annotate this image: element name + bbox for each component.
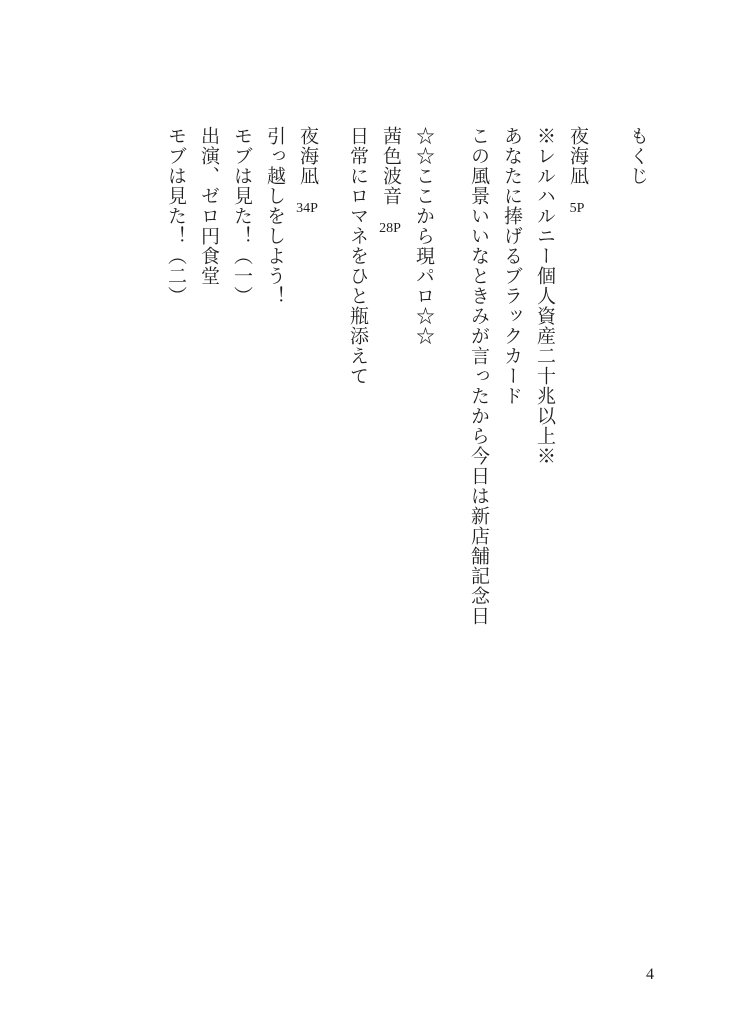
page-number-label: 34P — [296, 201, 318, 216]
toc-section-1 — [462, 126, 594, 706]
author-name: 夜海凪 — [567, 126, 588, 186]
toc-entry-title: モブは見た！（一） — [231, 126, 252, 306]
toc-entry-title: あなたに捧げるブラックカード — [501, 126, 522, 406]
toc-entry-title: この風景いいなときみが言ったから今日は新店舗記念日 — [468, 126, 489, 626]
page-number-label: 5P — [569, 201, 585, 216]
toc-entry-author — [561, 126, 594, 706]
toc-entry-title: ※レルハルニー個人資産二十兆以上※ — [534, 126, 555, 466]
toc-vertical-text-block — [159, 126, 654, 706]
toc-heading-section — [621, 126, 654, 706]
author-name: 夜海凪 — [297, 126, 318, 186]
page-number-label: 28P — [379, 221, 401, 236]
toc-entry-title: 引っ越しをしよう！ — [264, 126, 285, 306]
toc-entry-title: 出演、ゼロ円食堂 — [198, 126, 219, 286]
toc-section-3 — [159, 126, 324, 706]
toc-entry-title: モブは見た！（二） — [165, 126, 186, 306]
author-name: 茜色波音 — [380, 126, 401, 206]
toc-section-divider: ☆☆ここから現パロ☆☆ — [413, 126, 434, 346]
toc-entry-author — [291, 126, 324, 706]
toc-entry-title: 日常にロマネをひと瓶添えて — [347, 126, 368, 386]
toc-section-2 — [341, 126, 440, 706]
folio-page-number: 4 — [646, 966, 654, 983]
page-title: もくじ — [627, 126, 648, 186]
toc-entry-author — [374, 126, 407, 706]
